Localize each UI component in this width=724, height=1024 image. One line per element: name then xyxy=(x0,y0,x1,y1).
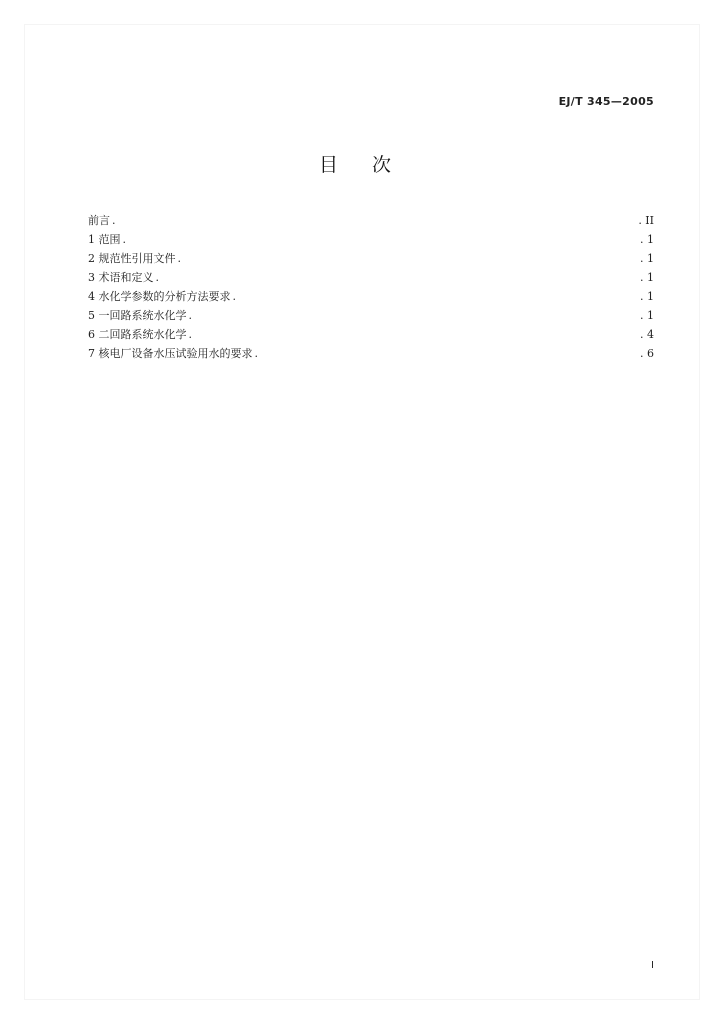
toc-entry-secondary-circuit[interactable] xyxy=(88,326,654,345)
toc-title: 目 次 xyxy=(318,154,406,176)
toc-entry-label: 6 二回路系统水化学 xyxy=(88,328,187,341)
toc-entry-hydrotest-water[interactable] xyxy=(88,345,654,364)
toc-entry-page: . 1 xyxy=(640,309,654,322)
toc-leader-dot: . xyxy=(232,290,236,303)
toc-entry-label: 2 规范性引用文件 xyxy=(88,252,176,265)
toc-leader-dot: . xyxy=(177,252,181,265)
toc-entry-label: 1 范围 xyxy=(88,233,121,246)
toc-leader-dot: . xyxy=(122,233,126,246)
toc-entry-foreword[interactable] xyxy=(88,212,654,231)
toc-entry-label: 前言 xyxy=(88,214,110,227)
toc-entry-page: . 1 xyxy=(640,252,654,265)
toc-entry-page: . 1 xyxy=(640,290,654,303)
toc-entry-page: . 1 xyxy=(640,233,654,246)
toc-entry-analysis-methods[interactable] xyxy=(88,288,654,307)
toc-entry-label: 7 核电厂设备水压试验用水的要求 xyxy=(88,347,253,360)
toc-leader-dot: . xyxy=(188,309,192,322)
toc-entry-page: . 6 xyxy=(640,347,654,360)
toc-leader-dot: . xyxy=(254,347,258,360)
toc-leader-dot: . xyxy=(155,271,159,284)
toc-entry-scope[interactable] xyxy=(88,231,654,250)
document-code: EJ/T 345—2005 xyxy=(558,95,654,108)
toc-entry-page: . II xyxy=(638,214,654,227)
toc-entry-normative-references[interactable] xyxy=(88,250,654,269)
page-number: I xyxy=(651,960,654,971)
toc-entry-terms-definitions[interactable] xyxy=(88,269,654,288)
toc-entry-label: 5 一回路系统水化学 xyxy=(88,309,187,322)
table-of-contents xyxy=(88,212,654,364)
toc-entry-page: . 4 xyxy=(640,328,654,341)
toc-entry-page: . 1 xyxy=(640,271,654,284)
toc-leader-dot: . xyxy=(112,214,116,227)
toc-entry-label: 4 水化学参数的分析方法要求 xyxy=(88,290,231,303)
toc-entry-primary-circuit[interactable] xyxy=(88,307,654,326)
toc-leader-dot: . xyxy=(188,328,192,341)
toc-entry-label: 3 术语和定义 xyxy=(88,271,154,284)
